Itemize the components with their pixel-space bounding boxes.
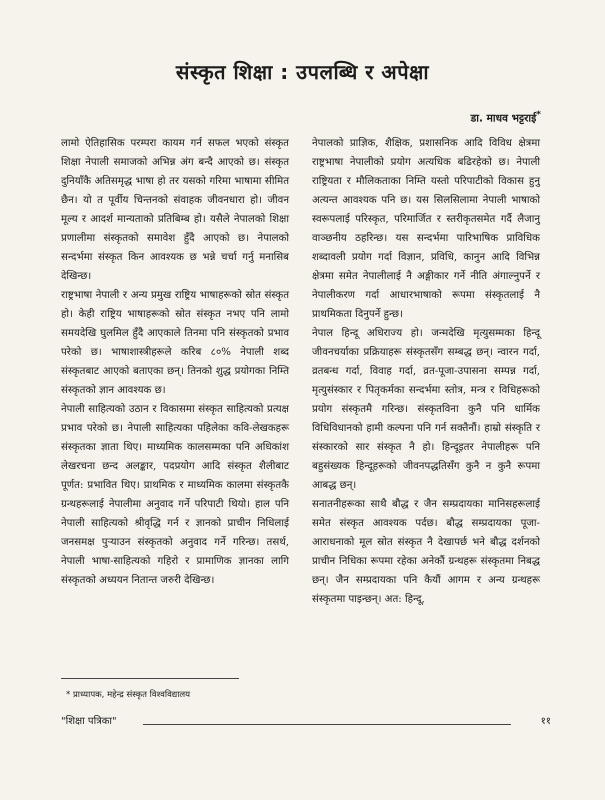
paragraph: नेपाल हिन्दू अधिराज्य हो। जन्मदेखि मृत्युसम्मका हिन्दू जीवनचर्याका प्रक्रियाहरू संस्कृतसँग सम्बद्ध छन्। न्वारन गर्दा, व्रतबन्ध गर्दा, विवाह गर्दा, व्रत-पूजा-उपासना सम्पन्न गर्दा, मृत्युसंस्कार र पितृकर्मका सन्दर्भमा स्तोत्र, मन्त्र र विधिहरूको प्रयोग संस्कृतमै गरिन्छ। संस्कृतविना कुनै पनि धार्मिक विधिविधानको हामी कल्पना पनि गर्न सक्तैनौं। हाम्रो संस्कृति र संस्कारको सार संस्कृत नै हो। हिन्दूइतर नेपालीहरू पनि बहुसंख्यक हिन्दूहरूको जीवनपद्धतिसँग कुनै न कुनै रूपमा आबद्ध छन्। (312, 328, 540, 491)
journal-name: "शिक्षा पत्रिका" (61, 716, 117, 727)
page-number: ११ (540, 716, 551, 727)
page-footer (61, 713, 551, 729)
author-name: डा. माधव भट्टराई (470, 112, 537, 125)
footnote-divider (61, 678, 239, 679)
footer-rule (143, 724, 511, 725)
article-title: संस्कृत शिक्षा : उपलब्धि र अपेक्षा (175, 60, 430, 84)
paragraph: राष्ट्रभाषा नेपाली र अन्य प्रमुख राष्ट्रिय भाषाहरूको स्रोत संस्कृत हो। केही राष्ट्रिय भाषाहरूको स्रोत संस्कृत नभए पनि लामो समयदेखि घुलमिल हुँदै आएकाले तिनमा पनि संस्कृतको प्रभाव परेको छ। भाषाशास्त्रीहरूले करिब ८०% नेपाली शब्द संस्कृतबाट आएको बताएका छन्। तिनको शुद्ध प्रयोगका निम्ति संस्कृतको ज्ञान आवश्यक छ। (61, 290, 289, 396)
paragraph: नेपालको प्राज्ञिक, शैक्षिक, प्रशासनिक आदि विविध क्षेत्रमा राष्ट्रभाषा नेपालीको प्रयोग अत्यधिक बढिरहेको छ। नेपाली राष्ट्रियता र मौलिकताका निम्ति यस्तो परिपाटीको विकास हुनु अत्यन्त आवश्यक पनि छ। यस सिलसिलामा नेपाली भाषाको स्वरूपलाई परिस्कृत, परिमार्जित र स्तरीकृतसमेत गर्दै लैजानु वाञ्छनीय ठहरिन्छ। यस सन्दर्भमा पारिभाषिक प्राविधिक शब्दावली प्रयोग गर्दा विज्ञान, प्रविधि, कानुन आदि विभिन्न क्षेत्रमा समेत नेपालीलाई नै अङ्गीकार गर्ने नीति अंगाल्नुपर्ने र नेपालीकरण गर्दा आधारभाषाको रूपमा संस्कृतलाई नै प्राथमिकता दिनुपर्ने हुन्छ। (312, 138, 540, 320)
footnote: * प्राध्यापक, महेन्द्र संस्कृत विश्वविद्यालय (66, 690, 191, 700)
paragraph: सनातनीहरूका साथै बौद्ध र जैन सम्प्रदायका मानिसहरूलाई समेत संस्कृत आवश्यक पर्दछ। बौद्ध सम्प्रदायका पूजा-आराधनाको मूल स्रोत संस्कृत नै देखापर्छ भने बौद्ध दर्शनको प्राचीन निधिका रूपमा रहेका अनेकौं ग्रन्थहरू संस्कृतमा निबद्ध छन्। जैन सम्प्रदायका पनि कैयौं आगम र अन्य ग्रन्थहरू संस्कृतमा पाइन्छन्। अत: हिन्दू, (312, 499, 540, 605)
author-line (471, 110, 541, 126)
left-column (61, 134, 289, 590)
paragraph: लामो ऐतिहासिक परम्परा कायम गर्न सफल भएको संस्कृत शिक्षा नेपाली समाजको अभिन्न अंग बन्दै आएको छ। संस्कृत दुनियाँकै अतिसमृद्ध भाषा हो तर यसको गरिमा भाषामा सीमित छैन। यो त पूर्वीय चिन्तनको संवाहक जीवनधारा हो। जीवन मूल्य र आदर्श मान्यताको प्रतिबिम्ब हो। यसैले नेपालको शिक्षा प्रणालीमा संस्कृतको समावेश हुँदै आएको छ। नेपालको सन्दर्भमा संस्कृत किन आवश्यक छ भन्ने चर्चा गर्नु मनासिब देखिन्छ। (61, 138, 289, 282)
right-column (312, 134, 540, 609)
paragraph: नेपाली साहित्यको उठान र विकासमा संस्कृत साहित्यको प्रत्यक्ष प्रभाव परेको छ। नेपाली साहित्यका पहिलेका कवि-लेखकहरू संस्कृतका ज्ञाता थिए। माध्यमिक कालसम्मका पनि अधिकांश लेखरचना छन्द अलङ्कार, पदप्रयोग आदि संस्कृत शैलीबाट पूर्णत: प्रभावित थिए। प्राथमिक र माध्यमिक कालमा संस्कृतकै ग्रन्थहरूलाई नेपालीमा अनुवाद गर्ने परिपाटी थियो। हाल पनि नेपाली साहित्यको श्रीवृद्धि गर्न र ज्ञानको प्राचीन निधिलाई जनसमक्ष पुऱ्याउन संस्कृतको अनुवाद गर्ने गरिन्छ। तसर्थ, नेपाली भाषा-साहित्यको गहिरो र प्रामाणिक ज्ञानका लागि संस्कृतको अध्ययन नितान्त जरुरी देखिन्छ। (61, 404, 289, 586)
author-footnote-mark: * (536, 110, 541, 120)
